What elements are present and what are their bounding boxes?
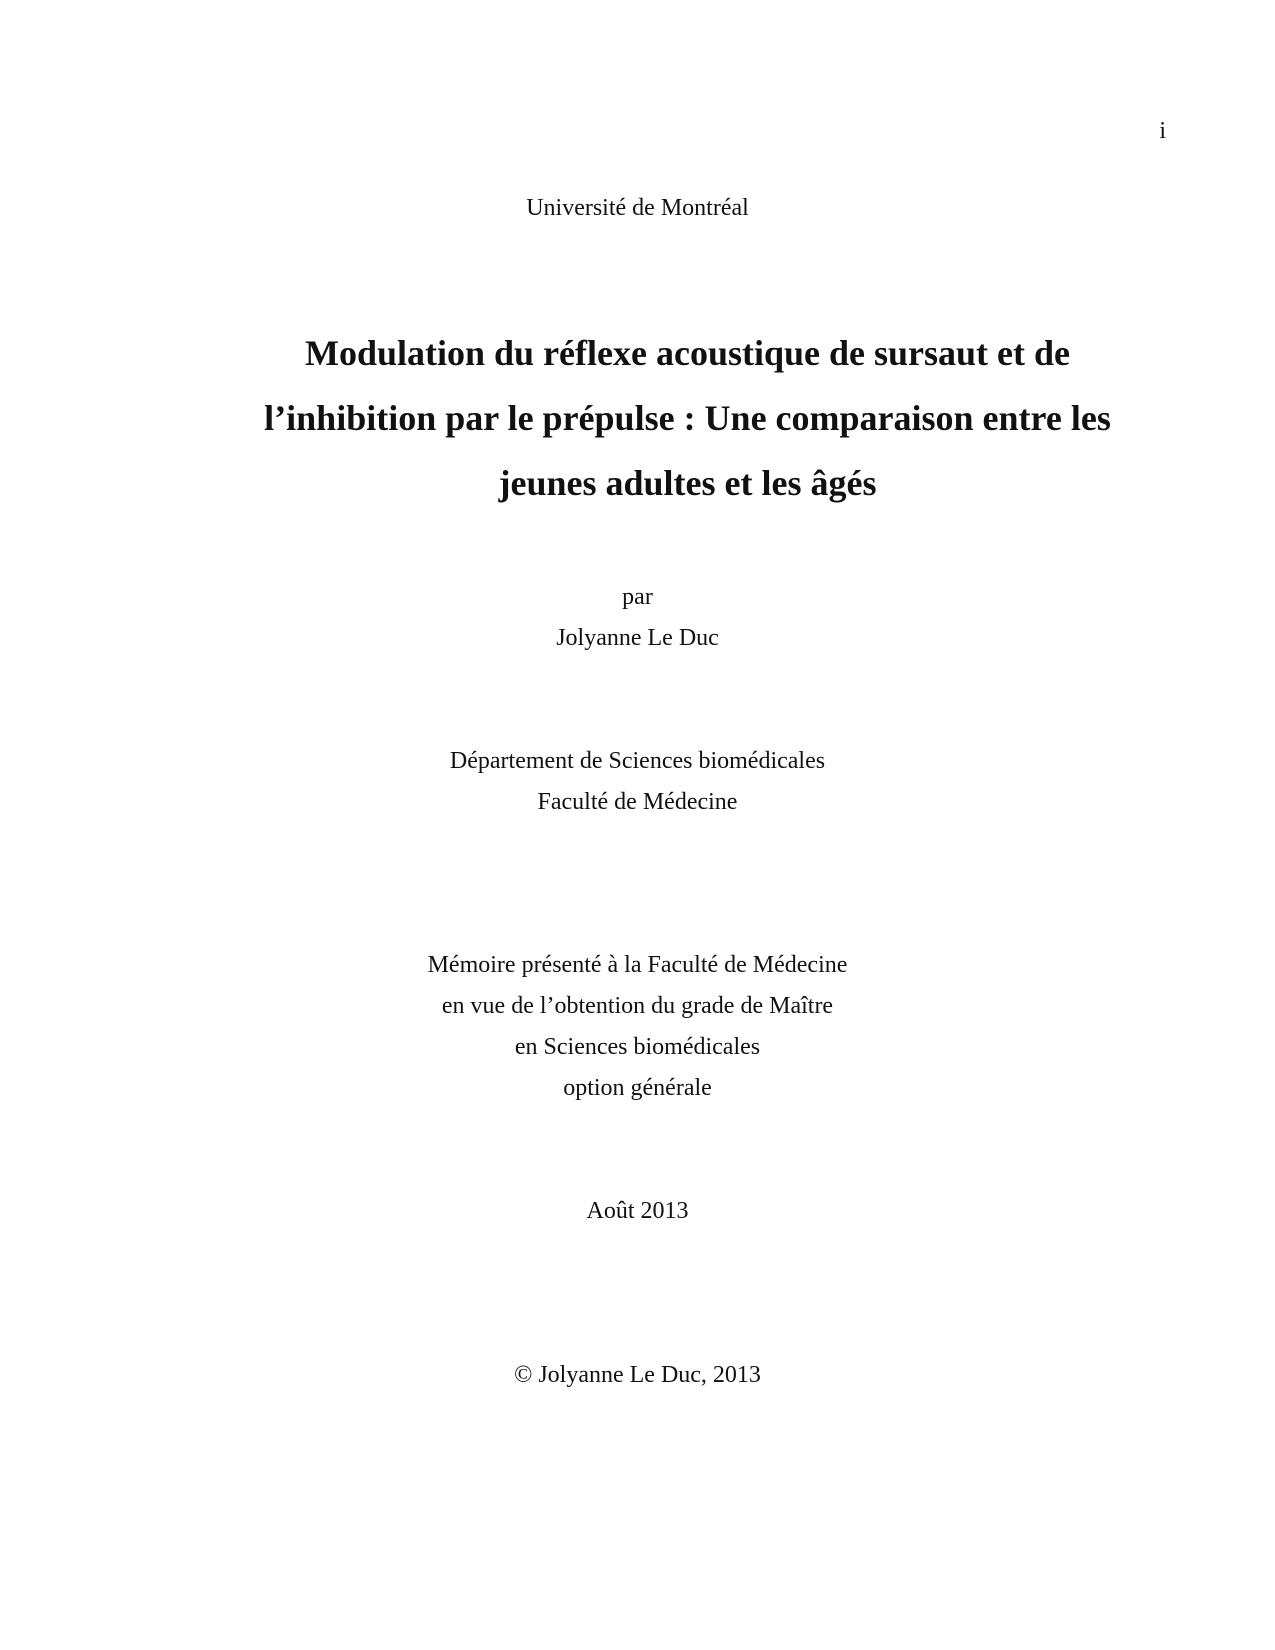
faculty-name: Faculté de Médecine bbox=[537, 789, 738, 815]
submission-line-4: option générale bbox=[563, 1075, 712, 1101]
by-label: par bbox=[622, 584, 653, 610]
submission-line-3: en Sciences biomédicales bbox=[514, 1034, 761, 1060]
thesis-title bbox=[150, 321, 1225, 516]
author-name: Jolyanne Le Duc bbox=[556, 625, 719, 651]
title-line-2: l’inhibition par le prépulse : Une comparaison entre les bbox=[264, 398, 1111, 438]
title-line-1: Modulation du réflexe acoustique de sursaut et de bbox=[305, 333, 1070, 373]
page-number: i bbox=[1159, 118, 1166, 144]
university-name: Université de Montréal bbox=[526, 195, 749, 221]
copyright-notice: © Jolyanne Le Duc, 2013 bbox=[514, 1362, 761, 1388]
submission-line-1: Mémoire présenté à la Faculté de Médecine bbox=[427, 952, 848, 978]
title-line-3: jeunes adultes et les âgés bbox=[498, 463, 877, 503]
submission-date: Août 2013 bbox=[586, 1198, 689, 1224]
submission-line-2: en vue de l’obtention du grade de Maître bbox=[441, 993, 834, 1019]
department-name: Département de Sciences biomédicales bbox=[449, 748, 826, 774]
